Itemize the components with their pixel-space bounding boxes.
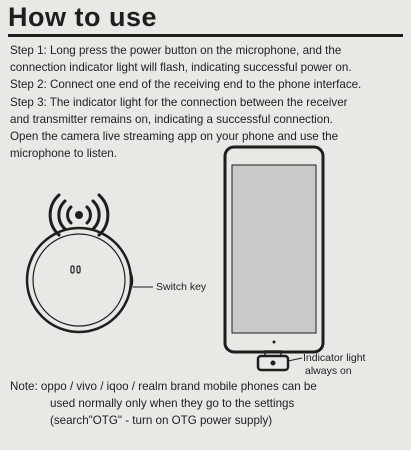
step-line: and transmitter remains on, indicating a successful connection. (10, 112, 333, 126)
note-line: used normally only when they go to the settings (50, 397, 295, 411)
page-title: How to use (8, 2, 158, 32)
indicator-always-on-label: always on (305, 365, 352, 377)
step-line: Step 3: The indicator light for the connection between the receiver (10, 95, 348, 109)
step-line: Open the camera live streaming app on your phone and use the (10, 130, 339, 144)
usb-receiver (258, 351, 302, 370)
indicator-light-label: Indicator light (303, 352, 366, 364)
note-line: (search"OTG" - turn on OTG power supply) (50, 414, 273, 428)
note-line: Note: oppo / vivo / iqoo / realm brand mobile phones can be (10, 380, 317, 393)
phone-device (225, 147, 323, 352)
step-line: microphone to listen. (10, 147, 117, 161)
step-line: Step 2: Connect one end of the receiving end to the phone interface. (10, 78, 362, 92)
step-line: Step 1: Long press the power button on the microphone, and the (10, 44, 342, 57)
step-line: connection indicator light will flash, indicating successful power on. (10, 61, 352, 75)
switch-key-label: Switch key (156, 281, 207, 293)
note-section (10, 378, 406, 430)
microphone-device (27, 228, 153, 332)
